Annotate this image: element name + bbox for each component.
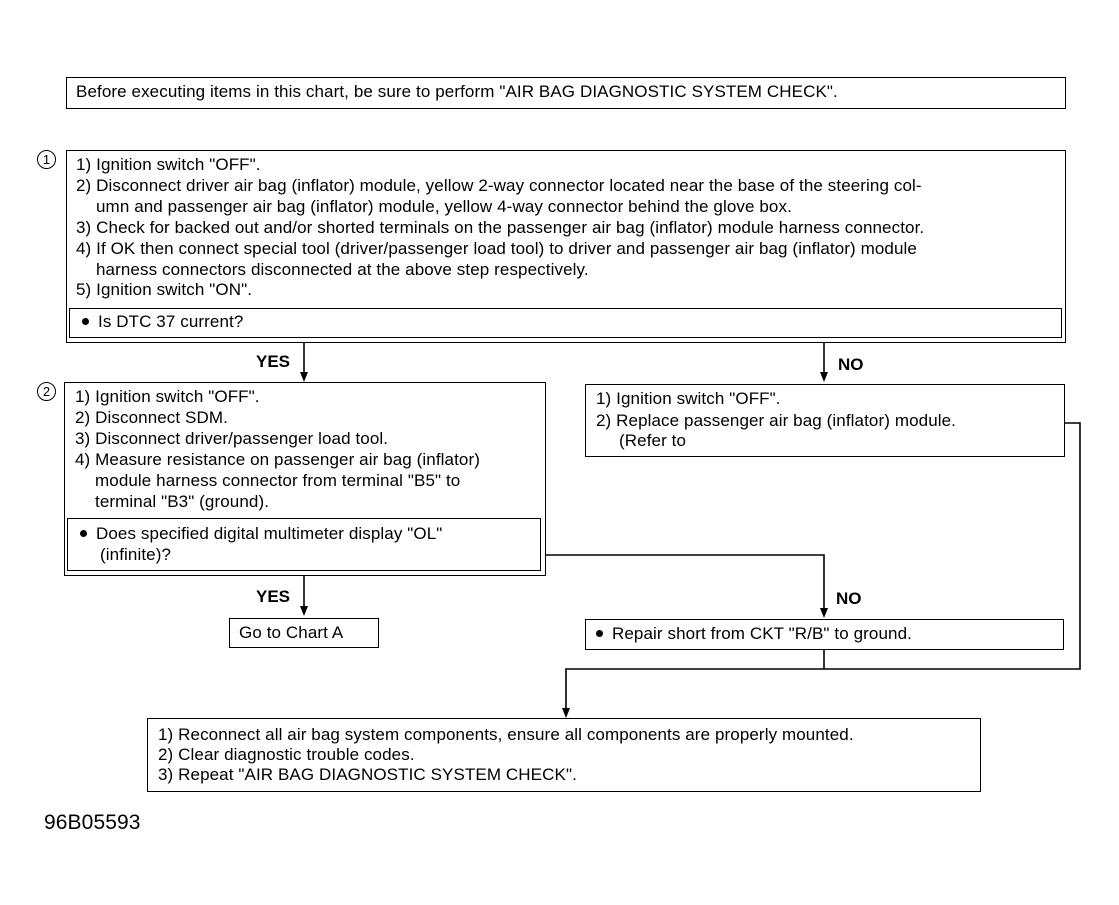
- arrowhead-final: [562, 708, 570, 718]
- step-1-line-5: 4) If OK then connect special tool (driver/passenger load tool) to driver and passenger air bag (inflator) module: [76, 239, 917, 258]
- go-to-chart-a-box: [229, 618, 379, 648]
- step-2-line-5: module harness connector from terminal "B5" to: [95, 471, 461, 490]
- step-1-line-2: 2) Disconnect driver air bag (inflator) module, yellow 2-way connector located near the base of the steering col-: [76, 176, 922, 195]
- step-1-question: [82, 312, 243, 333]
- no-branch-1-line-1: 1) Ignition switch "OFF".: [596, 389, 781, 408]
- arrowhead-yes-1: [300, 372, 308, 382]
- repair-text: [596, 624, 912, 645]
- step-1-line-6: harness connectors disconnected at the above step respectively.: [96, 260, 589, 279]
- step-2-line-2: 2) Disconnect SDM.: [75, 408, 228, 427]
- step-2-question-line-1: [80, 524, 442, 545]
- step-1-line-7: 5) Ignition switch "ON".: [76, 280, 253, 299]
- step-2-marker: 2: [37, 382, 56, 401]
- no-label-2: NO: [836, 589, 862, 608]
- step-2-line-6: terminal "B3" (ground).: [95, 492, 270, 511]
- step-1-line-4: 3) Check for backed out and/or shorted terminals on the passenger air bag (inflator) module harness connector.: [76, 218, 925, 237]
- no-label-1: NO: [838, 355, 864, 374]
- step-1-marker: 1: [37, 150, 56, 169]
- final-step-line-1: 1) Reconnect all air bag system components, ensure all components are properly mounted.: [158, 725, 854, 744]
- bullet-icon: [596, 630, 603, 637]
- yes-label-1: YES: [256, 352, 291, 371]
- step-2-line-3: 3) Disconnect driver/passenger load tool.: [75, 429, 389, 448]
- step-1-line-3: umn and passenger air bag (inflator) module, yellow 4-way connector behind the glove box.: [96, 197, 792, 216]
- step-2-box: [64, 382, 546, 576]
- connector-no1-to-final: [566, 423, 1080, 714]
- no-branch-1-line-3: (Refer to: [619, 431, 687, 450]
- repair-text-label: Repair short from CKT "R/B" to ground.: [612, 624, 912, 643]
- final-step-line-2: 2) Clear diagnostic trouble codes.: [158, 745, 415, 764]
- final-step-box: [147, 718, 981, 792]
- no-branch-1-box: [585, 384, 1065, 457]
- figure-id: 96B05593: [44, 811, 141, 834]
- step-2-question-box: [67, 518, 541, 571]
- header-note-box: [66, 77, 1066, 109]
- bullet-icon: [80, 530, 87, 537]
- step-1-question-text: Is DTC 37 current?: [98, 312, 244, 331]
- final-step-line-3: 3) Repeat "AIR BAG DIAGNOSTIC SYSTEM CHECK".: [158, 765, 577, 784]
- step-1-line-1: 1) Ignition switch "OFF".: [76, 155, 261, 174]
- arrowhead-yes-2: [300, 606, 308, 616]
- repair-box: [585, 619, 1064, 650]
- step-2-line-1: 1) Ignition switch "OFF".: [75, 387, 260, 406]
- step-2-question-text: Does specified digital multimeter display "OL": [96, 524, 443, 543]
- no-branch-1-line-2: 2) Replace passenger air bag (inflator) module.: [596, 411, 956, 430]
- step-2-line-4: 4) Measure resistance on passenger air bag (inflator): [75, 450, 480, 469]
- go-to-chart-a-text: Go to Chart A: [239, 623, 344, 642]
- step-1-question-box: [69, 308, 1062, 338]
- yes-label-2: YES: [256, 587, 291, 606]
- step-2-question-line-2: (infinite)?: [100, 545, 172, 564]
- step-1-box: [66, 150, 1066, 343]
- arrowhead-no-1: [820, 372, 828, 382]
- header-note-text: Before executing items in this chart, be sure to perform "AIR BAG DIAGNOSTIC SYSTEM CHECK".: [76, 82, 838, 101]
- bullet-icon: [82, 318, 89, 325]
- arrowhead-no-2: [820, 608, 828, 618]
- connector-no-2: [541, 555, 824, 614]
